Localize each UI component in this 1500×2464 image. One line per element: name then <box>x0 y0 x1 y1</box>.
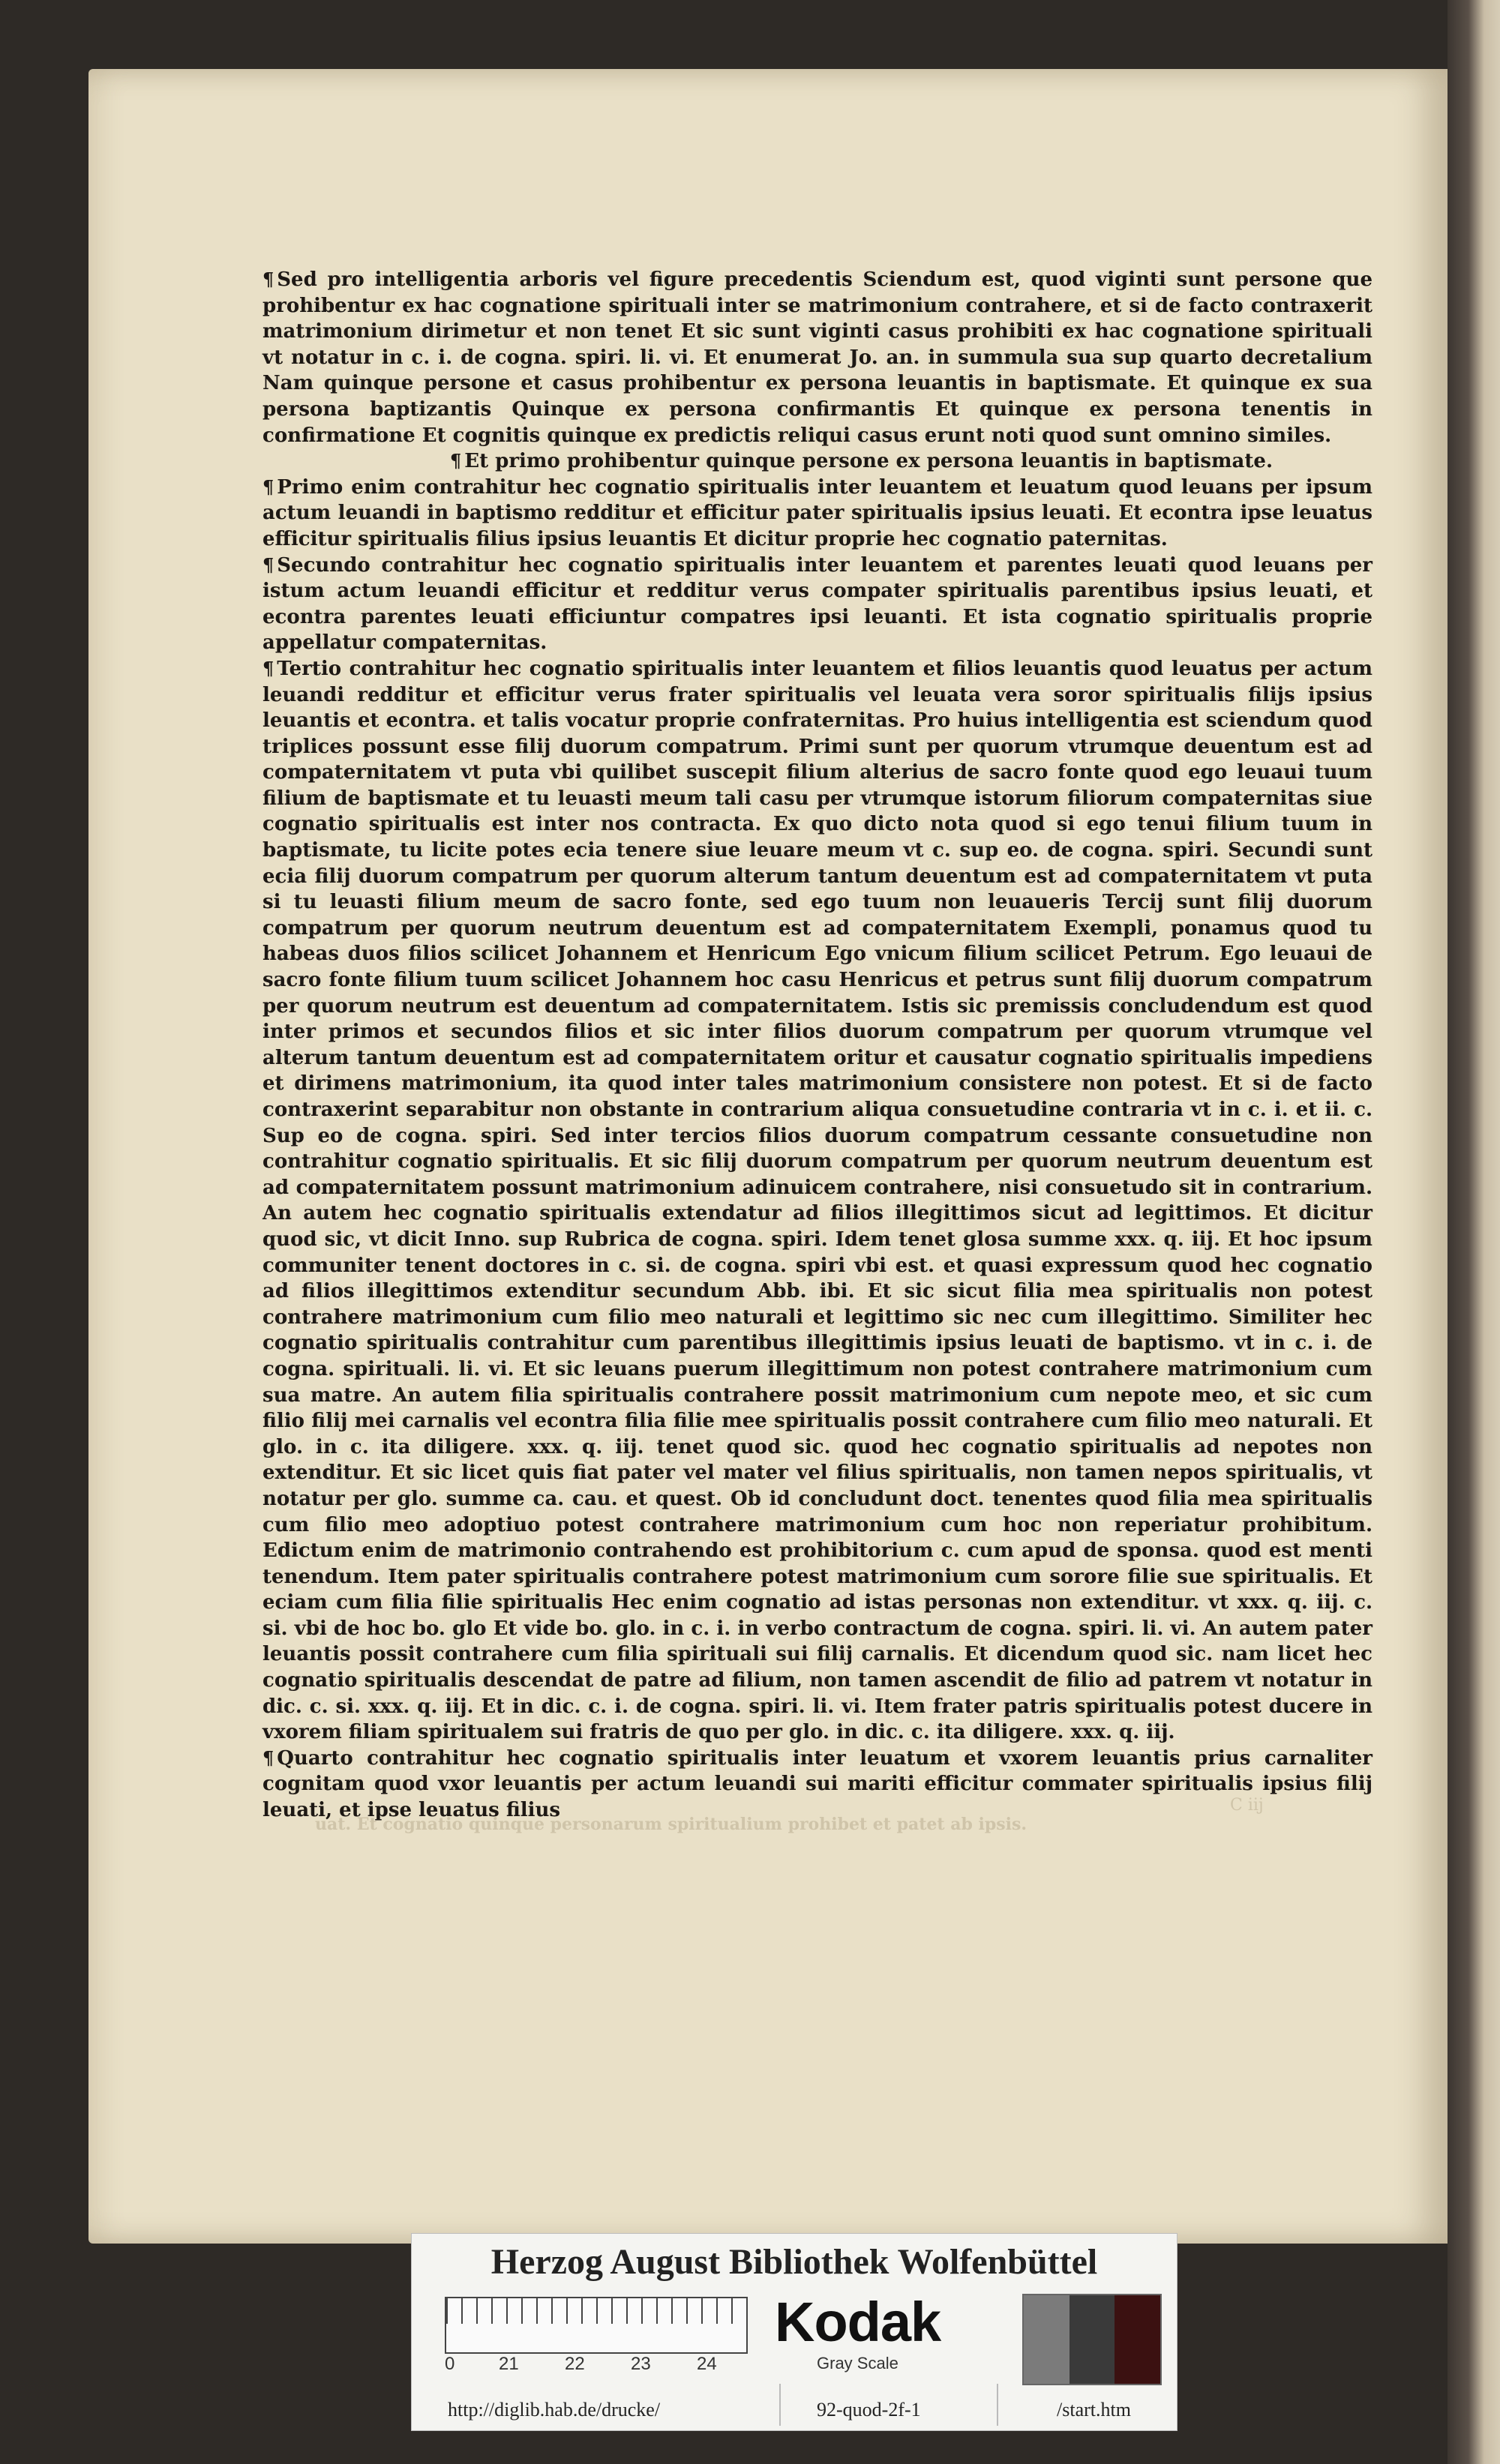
swatch-dark-gray <box>1070 2295 1115 2384</box>
show-through-text: uat. Et cognatio quinque personarum spiritualium prohibet et patet ab ipsis. <box>315 1815 1028 1834</box>
pilcrow-icon: ¶ <box>262 553 274 576</box>
pilcrow-icon: ¶ <box>262 268 274 290</box>
url-row <box>412 2393 1177 2423</box>
paragraph-5: ¶ Tertio contrahitur hec cognatio spiritualis inter leuantem et filios leuantis quod leuatus per actum leuandi redditur et efficitur verus frater spiritualis vel leuata vera soror spiritualis filijs ipsius leuantis et econtra. et talis vocatur proprie confraternitas. Pro huius intelligentia est sciendum quod triplices possunt esse filij duorum compatrum. Primi sunt per quorum vtrumque deuentum est ad compaternitatem vt puta vbi quilibet suscepit filium alterius de sacro fonte quod ego leuaui tuum filium de baptismate et tu leuasti meum tali casu per vtrumque istorum filiorum compaternitas siue cognatio spiritualis est inter nos contracta. Ex quo dicto nota quod si ego tenui filium tuum in baptismate, tu licite potes ecia tenere siue leuare meum vt c. sup eo. de cogna. spiri. Secundi sunt ecia filij duorum compatrum per quorum alterum tantum deuentum est ad compaternitatem vt puta si tu leuasti filium meum de sacro fonte, sed ego tuum non leuaueris Tercij sunt filij duorum compatrum per quorum neutrum deuentum est ad compaternitatem Exempli, ponamus quod tu habeas duos filios scilicet Johannem et Henricum Ego vnicum filium scilicet Petrum. Ego leuaui de sacro fonte filium tuum scilicet Johannem hoc casu Henricus et petrus sunt filij duorum compatrum per quorum neutrum est deuentum ad compaternitatem. Istis sic premissis concludendum est quod inter primos et secundos filios et sic inter filios duorum compatrum per quorum vtrumque vel alterum tantum deuentum est ad compaternitatem oritur et causatur cognatio spiritualis impediens et dirimens matrimonium, ita quod inter tales matrimonium consistere non potest. Et si de facto contraxerint separabitur non obstante in contrarium aliqua consuetudine contraria vt in c. i. et ii. c. Sup eo de cogna. spiri. Sed inter tercios filios duorum compatrum cessante consuetudine non contrahitur cognatio spiritualis. Et sic filij duorum compatrum per quorum neutrum deuentum est ad compaternitatem possunt matrimonium adinuicem contrahere, nisi consuetudo sit in contrarium. An autem hec cognatio spiritualis extendatur ad filios illegittimos sicut ad legittimos. Et dicitur quod sic, vt dicit Inno. sup Rubrica de cogna. spiri. Idem tenet glosa summe xxx. q. iij. Et hoc ipsum communiter tenent doctores in c. si. de cogna. spiri vbi est. et quasi expressum quod hec cognatio ad filios illegittimos extenditur secundum Abb. ibi. Et sic sicut filia mea spiritualis non potest contrahere matrimonium cum filio meo naturali et legittimo sic nec cum illegittimo. Similiter hec cognatio spiritualis contrahitur cum parentibus illegittimis ipsius leuati de baptismo. vt in c. i. de cogna. spirituali. li. vi. Et sic leuans puerum illegittimum non potest contrahere matrimonium cum sua matre. An autem filia spiritualis contrahere possit matrimonium cum nepote meo, et sic cum filio filij mei carnalis vel econtra filia filie mee spiritualis possit contrahere cum filio meo naturali. Et glo. in c. ita diligere. xxx. q. iij. tenet quod sic. quod hec cognatio spiritualis ad nepotes non extenditur. Et sic licet quis fiat pater vel mater vel filius spiritualis, non tamen nepos spiritualis, vt notatur per glo. summe ca. cau. et quest. Ob id concludunt doct. tenentes quod filia mea spiritualis cum filio meo adoptiuo potest contrahere matrimonium cum hoc non reperiatur prohibitum. Edictum enim de matrimonio contrahendo est prohibitorium c. cum apud de sponsa. quod est menti tenendum. Item pater spiritualis contrahere potest matrimonium cum sorore filie sue spiritualis. Et eciam cum filia filie spiritualis Hec enim cognatio ad istas personas non extenditur. vt xxx. q. iij. c. si. vbi de hoc bo. glo Et vide bo. glo. in c. i. in verbo contractum de cogna. spiri. li. vi. An autem pater leuantis possit contrahere cum filia spirituali sui filij carnalis. Et dicendum quod sic. nam licet hec cognatio spiritualis descendat de patre ad filium, non tamen ascendit de filio ad patrem vt notatur in dic. c. si. xxx. q. iij. Et in dic. c. i. de cogna. spiri. li. vi. Item frater patris spiritualis potest ducere in vxorem filiam spiritualem sui fratris de quo per glo. in dic. c. ita diligere. xxx. q. iij. <box>262 657 1372 1744</box>
ruler-number: 23 <box>631 2354 651 2374</box>
paragraph-2: ¶ Et primo prohibentur quinque persone ex persona leuantis in baptismate. <box>450 450 1274 473</box>
paragraph-1: ¶ Sed pro intelligentia arboris vel figure precedentis Sciendum est, quod viginti sunt persone que prohibentur ex hac cognatione spirituali inter se matrimonium contrahere, et si de facto contraxerit matrimonium dirimetur et non tenet Et sic sunt viginti casus prohibiti ex hac cognatione spirituali vt notatur in c. i. de cogna. spiri. li. vi. Et enumerat Jo. an. in summula sua sup quarto decretalium Nam quinque persone et casus prohibentur ex persona leuantis in baptismate. Et quinque ex sua persona baptizantis Quinque ex persona confirmantis Et quinque ex persona tenentis in confirmatione Et cognitis quinque ex predictis reliqui casus erunt noti quod sunt omnino similes. <box>262 268 1372 447</box>
paragraph-3: ¶ Primo enim contrahitur hec cognatio spiritualis inter leuantem et leuatum quod leuans per ipsum actum leuandi in baptismo redditur et efficitur pater spiritualis ipsius leuati. Et econtra ipse leuatus efficitur spiritualis filius ipsius leuantis Et dicitur proprie hec cognatio paternitas. <box>262 475 1372 550</box>
url-base: http://diglib.hab.de/drucke/ <box>448 2399 661 2421</box>
calibration-card <box>411 2233 1178 2431</box>
url-start: /start.htm <box>1057 2399 1131 2421</box>
pilcrow-icon: ¶ <box>262 657 274 679</box>
ruler-number: 22 <box>565 2354 585 2374</box>
swatch-maroon <box>1114 2295 1160 2384</box>
ruler-number: 0 <box>445 2354 455 2374</box>
pilcrow-icon: ¶ <box>262 475 274 498</box>
paragraph-6: ¶ Quarto contrahitur hec cognatio spiritualis inter leuatum et vxorem leuantis prius carnaliter cognitam quod vxor leuantis per actum leuandi sui mariti efficitur commater spiritualis ipsius filij leuati, et ipse leuatus filius <box>262 1746 1372 1822</box>
swatch-gray <box>1024 2295 1070 2384</box>
library-title: Herzog August Bibliothek Wolfenbüttel <box>490 2242 1098 2282</box>
pilcrow-icon: ¶ <box>450 450 462 472</box>
ruler-scale <box>445 2297 748 2354</box>
pilcrow-icon: ¶ <box>262 1746 274 1769</box>
book-spine-edge <box>1448 0 1500 2464</box>
ruler-number: 24 <box>697 2354 717 2374</box>
url-shelfmark: 92-quod-2f-1 <box>817 2399 921 2421</box>
gray-swatches <box>1022 2294 1162 2385</box>
gray-scale-label: Gray Scale <box>817 2354 898 2373</box>
page-text-block <box>262 267 1372 1824</box>
paragraph-4: ¶ Secundo contrahitur hec cognatio spiritualis inter leuantem et parentes leuati quod leuans per istum actum leuandi efficitur et redditur verus compater spiritualis parentibus ipsius leuati, et econtra parentes leuati efficiuntur compatres ipsi leuanti. Et ista cognatio spiritualis proprie appellatur compaternitas. <box>262 553 1372 655</box>
kodak-logo: Kodak <box>775 2291 941 2353</box>
ruler-number: 21 <box>499 2354 519 2374</box>
folio-mark: C iij <box>1230 1796 1264 1815</box>
